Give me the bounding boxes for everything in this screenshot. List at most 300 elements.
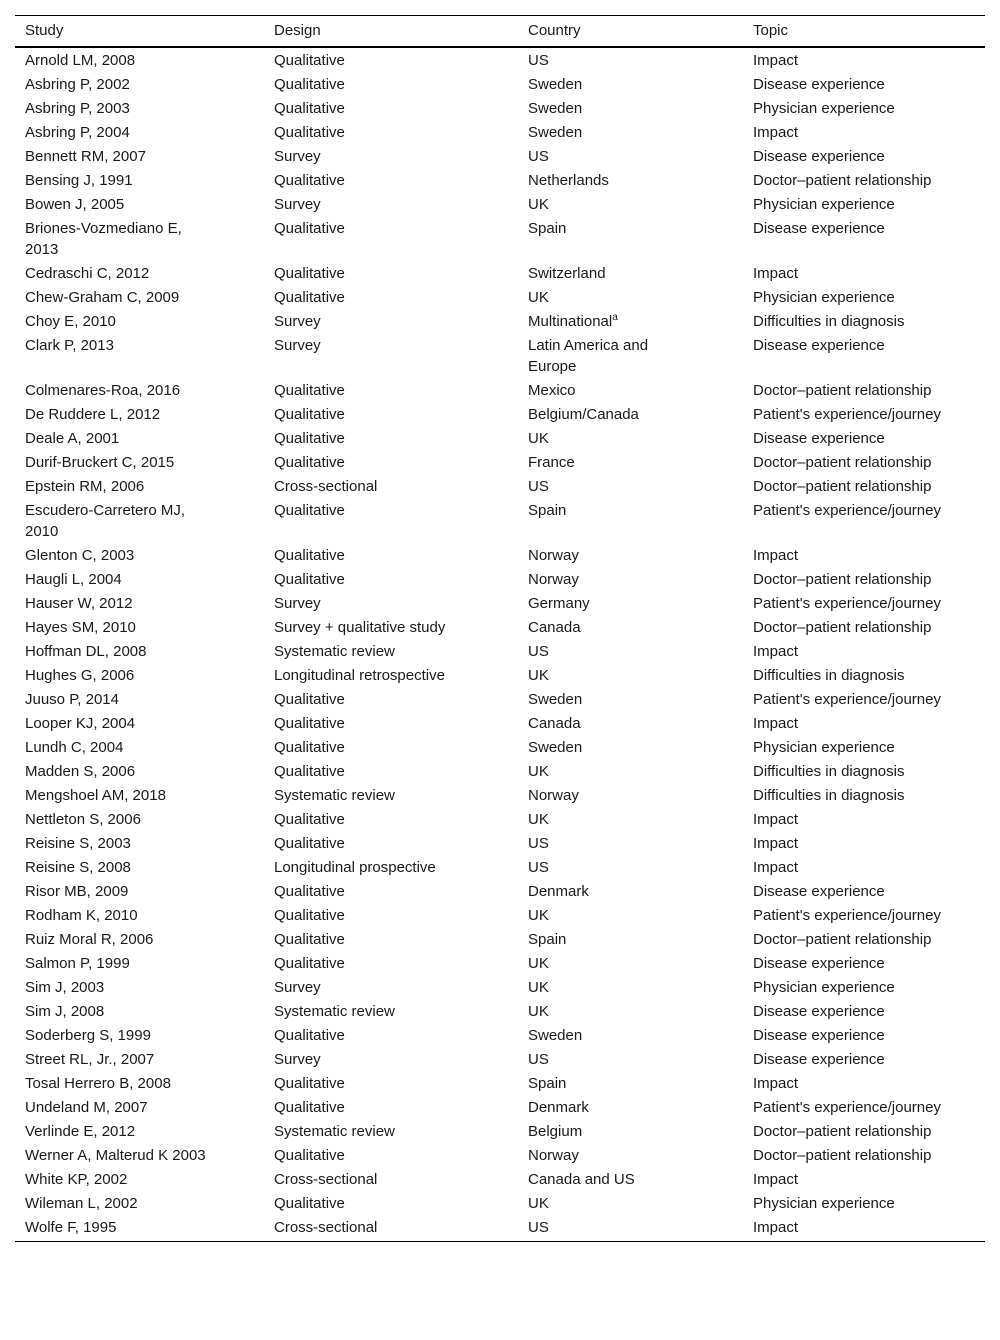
- study-cell: [15, 544, 264, 568]
- study-cell-text: Werner A, Malterud K 2003: [25, 1147, 206, 1164]
- study-cell-text: Street RL, Jr., 2007: [25, 1051, 155, 1068]
- study-cell-text: Hughes G, 2006: [25, 667, 135, 684]
- study-cell-text: Bennett RM, 2007: [25, 148, 146, 165]
- study-cell-text: Briones-Vozmediano E, 2013: [25, 220, 182, 258]
- design-cell-text: Survey: [274, 595, 321, 612]
- topic-cell-text: Impact: [753, 1171, 799, 1188]
- topic-cell: [743, 856, 985, 880]
- study-cell: [15, 286, 264, 310]
- study-cell-text: Clark P, 2013: [25, 337, 114, 354]
- topic-cell: [743, 976, 985, 1000]
- topic-cell: [743, 451, 985, 475]
- study-cell-text: Rodham K, 2010: [25, 907, 138, 924]
- table-row: [15, 568, 985, 592]
- study-cell-text: Colmenares-Roa, 2016: [25, 382, 181, 399]
- country-cell-text: Spain: [528, 502, 567, 519]
- design-cell-text: Qualitative: [274, 76, 345, 93]
- study-cell-text: Asbring P, 2003: [25, 100, 130, 117]
- study-cell: [15, 310, 264, 334]
- study-cell: [15, 640, 264, 664]
- topic-cell: [743, 880, 985, 904]
- study-cell-text: De Ruddere L, 2012: [25, 406, 161, 423]
- topic-cell: [743, 640, 985, 664]
- design-cell: [264, 808, 518, 832]
- country-cell-text: UK: [528, 811, 549, 828]
- country-cell-text: US: [528, 148, 549, 165]
- table-row: [15, 1216, 985, 1242]
- study-cell-text: Hayes SM, 2010: [25, 619, 136, 636]
- design-cell-text: Survey + qualitative study: [274, 619, 446, 636]
- country-cell-text: UK: [528, 763, 549, 780]
- design-cell: [264, 904, 518, 928]
- topic-cell: [743, 808, 985, 832]
- design-cell: [264, 1096, 518, 1120]
- study-cell-text: White KP, 2002: [25, 1171, 128, 1188]
- table-row: [15, 1168, 985, 1192]
- topic-cell-text: Disease experience: [753, 430, 885, 447]
- study-cell-text: Bowen J, 2005: [25, 196, 125, 213]
- study-cell: [15, 1120, 264, 1144]
- column-header-study: Study: [25, 22, 64, 39]
- country-cell: [518, 262, 743, 286]
- table-row: [15, 760, 985, 784]
- design-cell-text: Qualitative: [274, 52, 345, 69]
- design-cell: [264, 616, 518, 640]
- design-cell-text: Cross-sectional: [274, 1171, 378, 1188]
- country-cell: [518, 688, 743, 712]
- study-cell: [15, 1000, 264, 1024]
- country-cell-text: Sweden: [528, 100, 583, 117]
- study-cell-text: Haugli L, 2004: [25, 571, 122, 588]
- design-cell: [264, 217, 518, 262]
- country-cell: [518, 760, 743, 784]
- topic-cell: [743, 169, 985, 193]
- study-cell-text: Mengshoel AM, 2018: [25, 787, 166, 804]
- country-cell-text: Sweden: [528, 1027, 583, 1044]
- design-cell-text: Systematic review: [274, 787, 395, 804]
- country-cell-text: Netherlands: [528, 172, 609, 189]
- topic-cell: [743, 1048, 985, 1072]
- country-cell: [518, 976, 743, 1000]
- topic-cell-text: Doctor–patient relationship: [753, 1147, 932, 1164]
- study-cell: [15, 712, 264, 736]
- table-row: [15, 1048, 985, 1072]
- country-cell: [518, 592, 743, 616]
- design-cell: [264, 832, 518, 856]
- country-cell-text: US: [528, 1219, 549, 1236]
- table-row: [15, 1192, 985, 1216]
- design-cell: [264, 928, 518, 952]
- study-cell: [15, 1048, 264, 1072]
- design-cell: [264, 379, 518, 403]
- country-cell: [518, 1144, 743, 1168]
- country-cell-text: UK: [528, 1195, 549, 1212]
- country-cell: [518, 640, 743, 664]
- topic-cell-text: Patient's experience/journey: [753, 1099, 941, 1116]
- table-row: [15, 1096, 985, 1120]
- country-cell-text: Sweden: [528, 76, 583, 93]
- study-cell: [15, 169, 264, 193]
- topic-cell-text: Difficulties in diagnosis: [753, 787, 905, 804]
- design-cell: [264, 664, 518, 688]
- country-cell-text: Spain: [528, 220, 567, 237]
- study-cell: [15, 664, 264, 688]
- design-cell: [264, 1048, 518, 1072]
- topic-cell-text: Impact: [753, 643, 799, 660]
- country-cell-text: UK: [528, 196, 549, 213]
- country-cell-text: US: [528, 1051, 549, 1068]
- study-cell: [15, 73, 264, 97]
- design-cell: [264, 169, 518, 193]
- country-cell-text: US: [528, 478, 549, 495]
- topic-cell-text: Physician experience: [753, 1195, 895, 1212]
- header-row: [15, 16, 985, 48]
- study-cell: [15, 193, 264, 217]
- table-header: [15, 16, 985, 48]
- table-row: [15, 736, 985, 760]
- table-body: [15, 47, 985, 1242]
- design-cell: [264, 760, 518, 784]
- design-cell: [264, 640, 518, 664]
- table-row: [15, 145, 985, 169]
- table-row: [15, 784, 985, 808]
- country-cell-text: UK: [528, 907, 549, 924]
- table-row: [15, 688, 985, 712]
- country-cell-text: Sweden: [528, 739, 583, 756]
- design-cell: [264, 952, 518, 976]
- study-cell-text: Choy E, 2010: [25, 313, 116, 330]
- design-cell: [264, 121, 518, 145]
- table-row: [15, 475, 985, 499]
- topic-cell-text: Physician experience: [753, 196, 895, 213]
- design-cell-text: Qualitative: [274, 1147, 345, 1164]
- country-cell-text: UK: [528, 955, 549, 972]
- country-cell: [518, 73, 743, 97]
- topic-cell-text: Patient's experience/journey: [753, 691, 941, 708]
- design-cell-text: Qualitative: [274, 955, 345, 972]
- topic-cell: [743, 1072, 985, 1096]
- design-cell: [264, 784, 518, 808]
- study-cell: [15, 475, 264, 499]
- studies-table: [15, 15, 985, 1242]
- country-cell: [518, 952, 743, 976]
- topic-cell: [743, 784, 985, 808]
- design-cell: [264, 544, 518, 568]
- country-cell-text: Norway: [528, 1147, 579, 1164]
- country-cell: [518, 568, 743, 592]
- topic-cell-text: Impact: [753, 859, 799, 876]
- table-row: [15, 808, 985, 832]
- topic-cell: [743, 1216, 985, 1242]
- study-cell: [15, 904, 264, 928]
- topic-cell: [743, 217, 985, 262]
- country-cell-text: US: [528, 643, 549, 660]
- design-cell: [264, 688, 518, 712]
- country-cell: [518, 856, 743, 880]
- topic-cell: [743, 712, 985, 736]
- design-cell-text: Qualitative: [274, 715, 345, 732]
- table-row: [15, 451, 985, 475]
- design-cell-text: Qualitative: [274, 1099, 345, 1116]
- topic-cell-text: Patient's experience/journey: [753, 406, 941, 423]
- study-cell-text: Asbring P, 2002: [25, 76, 130, 93]
- design-cell-text: Systematic review: [274, 643, 395, 660]
- design-cell: [264, 310, 518, 334]
- footnote-marker: a: [612, 312, 618, 323]
- design-cell-text: Survey: [274, 337, 321, 354]
- table-row: [15, 286, 985, 310]
- topic-cell-text: Doctor–patient relationship: [753, 172, 932, 189]
- design-cell: [264, 880, 518, 904]
- country-cell-text: UK: [528, 430, 549, 447]
- design-cell: [264, 286, 518, 310]
- country-cell-text: Mexico: [528, 382, 576, 399]
- table-row: [15, 121, 985, 145]
- topic-cell: [743, 334, 985, 379]
- study-cell: [15, 499, 264, 544]
- study-cell: [15, 1192, 264, 1216]
- topic-cell: [743, 952, 985, 976]
- table-row: [15, 904, 985, 928]
- design-cell: [264, 1144, 518, 1168]
- topic-cell-text: Impact: [753, 265, 799, 282]
- topic-cell-text: Disease experience: [753, 1051, 885, 1068]
- study-cell: [15, 1216, 264, 1242]
- design-cell: [264, 145, 518, 169]
- topic-cell: [743, 310, 985, 334]
- design-cell: [264, 1000, 518, 1024]
- table-row: [15, 403, 985, 427]
- study-cell: [15, 760, 264, 784]
- design-cell-text: Qualitative: [274, 883, 345, 900]
- design-cell-text: Qualitative: [274, 835, 345, 852]
- topic-cell: [743, 544, 985, 568]
- country-cell-text: UK: [528, 667, 549, 684]
- table-row: [15, 1072, 985, 1096]
- study-cell: [15, 856, 264, 880]
- design-cell-text: Qualitative: [274, 382, 345, 399]
- topic-cell: [743, 193, 985, 217]
- table-row: [15, 217, 985, 262]
- study-cell-text: Reisine S, 2003: [25, 835, 131, 852]
- topic-cell-text: Impact: [753, 715, 799, 732]
- design-cell-text: Qualitative: [274, 763, 345, 780]
- table-row: [15, 544, 985, 568]
- topic-cell-text: Doctor–patient relationship: [753, 478, 932, 495]
- design-cell: [264, 976, 518, 1000]
- topic-cell-text: Disease experience: [753, 883, 885, 900]
- topic-cell: [743, 832, 985, 856]
- topic-cell-text: Impact: [753, 124, 799, 141]
- study-cell: [15, 880, 264, 904]
- country-cell: [518, 928, 743, 952]
- study-cell: [15, 379, 264, 403]
- study-cell: [15, 1168, 264, 1192]
- design-cell: [264, 736, 518, 760]
- country-cell: [518, 1192, 743, 1216]
- country-cell-text: Multinational: [528, 313, 613, 330]
- design-cell: [264, 499, 518, 544]
- design-cell: [264, 73, 518, 97]
- design-cell-text: Qualitative: [274, 220, 345, 237]
- topic-cell: [743, 145, 985, 169]
- country-cell: [518, 499, 743, 544]
- design-cell-text: Qualitative: [274, 430, 345, 447]
- topic-cell: [743, 1024, 985, 1048]
- column-header-topic: Topic: [753, 22, 789, 39]
- design-cell-text: Qualitative: [274, 454, 345, 471]
- design-cell-text: Survey: [274, 1051, 321, 1068]
- design-cell: [264, 193, 518, 217]
- country-cell: [518, 121, 743, 145]
- study-cell-text: Juuso P, 2014: [25, 691, 119, 708]
- study-cell-text: Ruiz Moral R, 2006: [25, 931, 154, 948]
- topic-cell: [743, 760, 985, 784]
- table-row: [15, 47, 985, 73]
- study-cell: [15, 403, 264, 427]
- topic-cell-text: Doctor–patient relationship: [753, 619, 932, 636]
- country-cell: [518, 808, 743, 832]
- design-cell-text: Cross-sectional: [274, 1219, 378, 1236]
- topic-cell-text: Doctor–patient relationship: [753, 1123, 932, 1140]
- study-cell-text: Soderberg S, 1999: [25, 1027, 151, 1044]
- topic-cell-text: Doctor–patient relationship: [753, 382, 932, 399]
- country-cell: [518, 616, 743, 640]
- design-cell-text: Survey: [274, 148, 321, 165]
- study-cell-text: Undeland M, 2007: [25, 1099, 148, 1116]
- topic-cell-text: Patient's experience/journey: [753, 907, 941, 924]
- country-cell-text: Norway: [528, 571, 579, 588]
- topic-cell: [743, 1144, 985, 1168]
- country-cell: [518, 1024, 743, 1048]
- table-row: [15, 616, 985, 640]
- design-cell-text: Qualitative: [274, 547, 345, 564]
- table-row: [15, 928, 985, 952]
- table-row: [15, 832, 985, 856]
- country-cell-text: US: [528, 52, 549, 69]
- topic-cell-text: Physician experience: [753, 289, 895, 306]
- study-cell-text: Tosal Herrero B, 2008: [25, 1075, 171, 1092]
- study-cell-text: Arnold LM, 2008: [25, 52, 136, 69]
- study-cell: [15, 952, 264, 976]
- topic-cell: [743, 1120, 985, 1144]
- studies-table-container: [15, 15, 985, 1242]
- topic-cell-text: Impact: [753, 811, 799, 828]
- design-cell-text: Survey: [274, 313, 321, 330]
- design-cell: [264, 451, 518, 475]
- study-cell: [15, 97, 264, 121]
- topic-cell: [743, 736, 985, 760]
- study-cell: [15, 1072, 264, 1096]
- design-cell-text: Qualitative: [274, 406, 345, 423]
- topic-cell-text: Disease experience: [753, 1027, 885, 1044]
- table-row: [15, 310, 985, 334]
- study-cell: [15, 928, 264, 952]
- study-cell-text: Risor MB, 2009: [25, 883, 129, 900]
- country-cell: [518, 880, 743, 904]
- study-cell-text: Glenton C, 2003: [25, 547, 135, 564]
- study-cell: [15, 334, 264, 379]
- study-cell-text: Wileman L, 2002: [25, 1195, 138, 1212]
- design-cell-text: Qualitative: [274, 289, 345, 306]
- table-row: [15, 193, 985, 217]
- country-cell: [518, 1000, 743, 1024]
- topic-cell-text: Doctor–patient relationship: [753, 571, 932, 588]
- table-row: [15, 1000, 985, 1024]
- design-cell-text: Survey: [274, 979, 321, 996]
- country-cell: [518, 1072, 743, 1096]
- country-cell-text: Norway: [528, 787, 579, 804]
- country-cell-text: Spain: [528, 931, 567, 948]
- country-cell: [518, 664, 743, 688]
- study-cell: [15, 121, 264, 145]
- country-cell: [518, 1216, 743, 1242]
- topic-cell: [743, 616, 985, 640]
- topic-cell: [743, 403, 985, 427]
- topic-cell-text: Doctor–patient relationship: [753, 454, 932, 471]
- design-cell: [264, 1192, 518, 1216]
- country-cell-text: UK: [528, 289, 549, 306]
- study-cell-text: Durif-Bruckert C, 2015: [25, 454, 175, 471]
- country-cell: [518, 451, 743, 475]
- study-cell-text: Bensing J, 1991: [25, 172, 133, 189]
- table-row: [15, 1144, 985, 1168]
- study-cell-text: Chew-Graham C, 2009: [25, 289, 180, 306]
- table-row: [15, 427, 985, 451]
- country-cell-text: UK: [528, 979, 549, 996]
- country-cell: [518, 712, 743, 736]
- study-cell-text: Sim J, 2003: [25, 979, 105, 996]
- topic-cell: [743, 427, 985, 451]
- topic-cell-text: Physician experience: [753, 739, 895, 756]
- column-header-country: Country: [528, 22, 581, 39]
- design-cell-text: Qualitative: [274, 124, 345, 141]
- study-cell-text: Salmon P, 1999: [25, 955, 130, 972]
- design-cell-text: Qualitative: [274, 739, 345, 756]
- topic-cell-text: Difficulties in diagnosis: [753, 313, 905, 330]
- country-cell: [518, 145, 743, 169]
- design-cell: [264, 427, 518, 451]
- topic-cell: [743, 262, 985, 286]
- country-cell: [518, 544, 743, 568]
- column-header-design: Design: [274, 22, 321, 39]
- topic-cell: [743, 568, 985, 592]
- design-cell-text: Survey: [274, 196, 321, 213]
- design-cell: [264, 334, 518, 379]
- country-cell: [518, 193, 743, 217]
- study-cell: [15, 808, 264, 832]
- study-cell: [15, 1096, 264, 1120]
- country-cell-text: Sweden: [528, 124, 583, 141]
- country-cell: [518, 1120, 743, 1144]
- study-cell: [15, 568, 264, 592]
- design-cell: [264, 97, 518, 121]
- topic-cell-text: Physician experience: [753, 979, 895, 996]
- country-cell: [518, 832, 743, 856]
- topic-cell-text: Disease experience: [753, 220, 885, 237]
- country-cell: [518, 1048, 743, 1072]
- table-row: [15, 856, 985, 880]
- study-cell: [15, 262, 264, 286]
- topic-cell: [743, 97, 985, 121]
- design-cell-text: Qualitative: [274, 172, 345, 189]
- study-cell-text: Reisine S, 2008: [25, 859, 131, 876]
- table-row: [15, 976, 985, 1000]
- design-cell-text: Qualitative: [274, 1027, 345, 1044]
- design-cell-text: Qualitative: [274, 931, 345, 948]
- table-row: [15, 952, 985, 976]
- country-cell-text: US: [528, 859, 549, 876]
